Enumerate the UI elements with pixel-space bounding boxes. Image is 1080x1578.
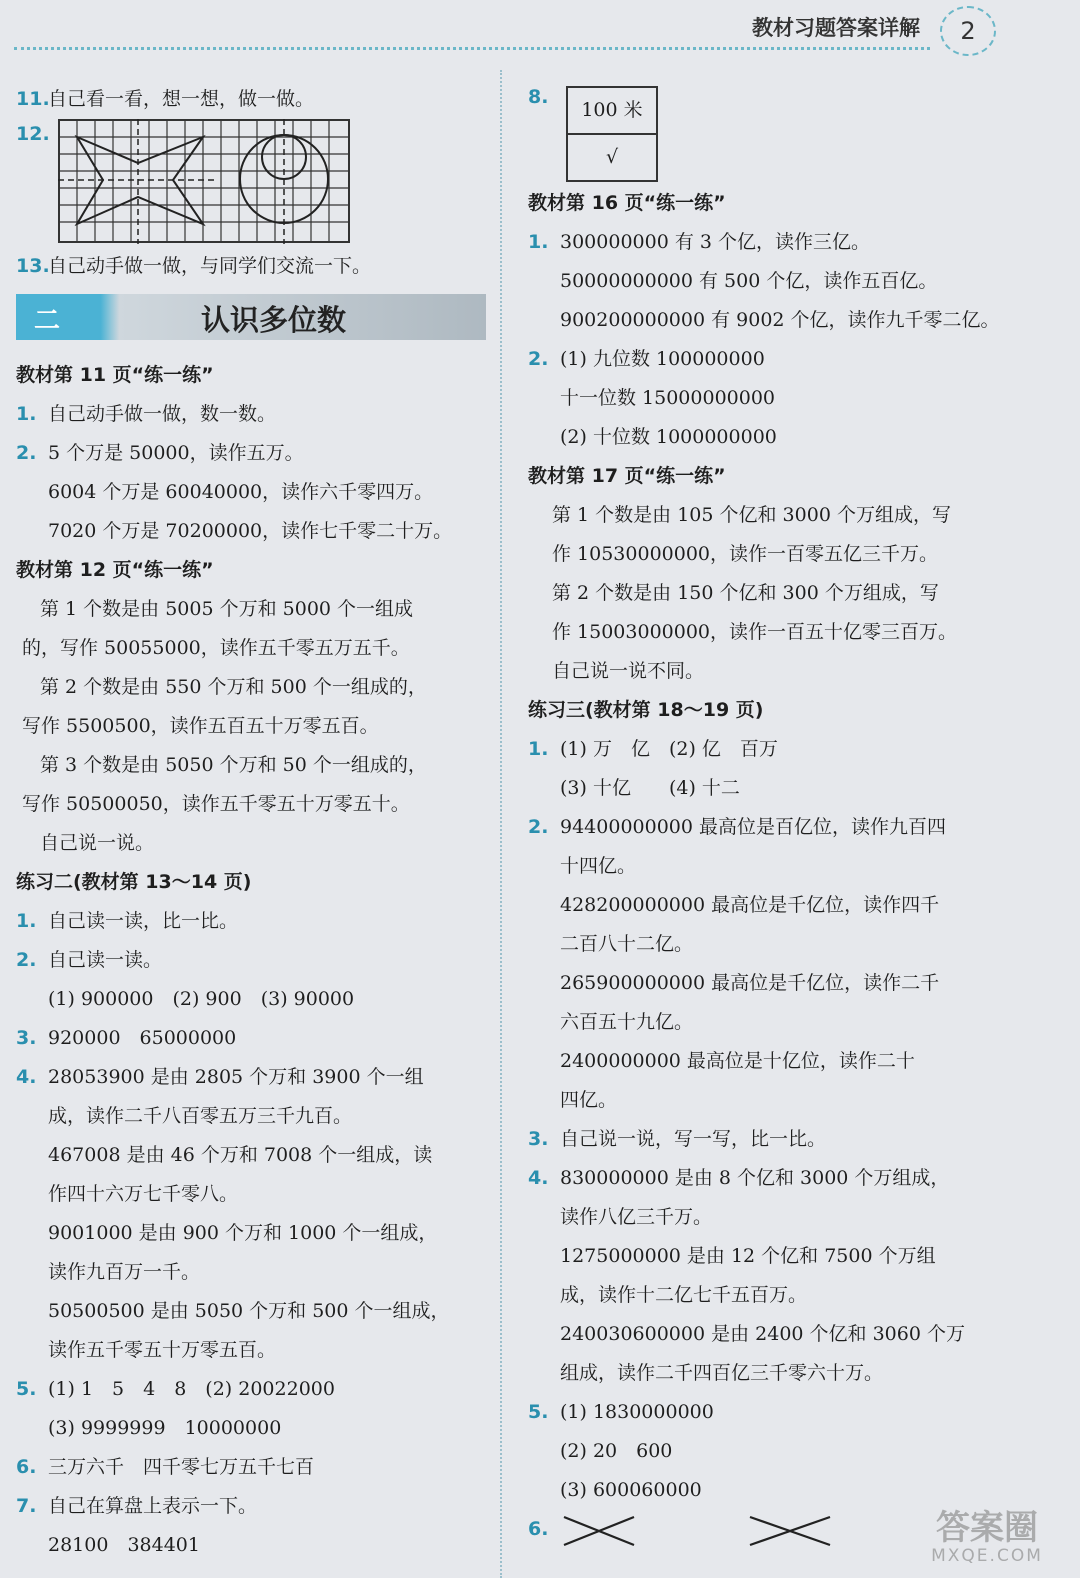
answer-line: 二百八十二亿。 [560, 933, 694, 955]
table-cell: 100 米 [581, 99, 643, 121]
unit-title: 认识多位数 [201, 303, 347, 337]
answer-table [566, 86, 658, 182]
table-cell: √ [568, 133, 656, 180]
answer-line: 6004 个万是 60040000，读作六千零四万。 [48, 481, 434, 503]
answer-line: 四亿。 [560, 1089, 618, 1111]
list-item: 6. [528, 1510, 1014, 1549]
answer-line: 9001000 是由 900 个万和 1000 个一组成， [48, 1222, 438, 1244]
section-heading: 教材第 11 页“练一练” [16, 364, 214, 386]
answer-line: 的，写作 50055000，读作五千零五万五千。 [22, 637, 410, 659]
list-item: 6. 三万六千 四千零七万五千七百 [16, 1456, 315, 1478]
answer-line: 成，读作二千八百零五万三千九百。 [48, 1105, 353, 1127]
answer-line: 1275000000 是由 12 个亿和 7500 个万组 [560, 1245, 936, 1267]
list-item: 2. 5 个万是 50000，读作五万。 [16, 442, 304, 464]
answer-line: 作四十六万七千零八。 [48, 1183, 239, 1205]
answer-line: 成，读作十二亿七千五百万。 [560, 1284, 808, 1306]
grid-figure [58, 119, 358, 245]
question-8: 8. 100 米 √ [528, 84, 1014, 182]
list-item: 7. 自己在算盘上表示一下。 [16, 1495, 258, 1517]
section-heading: 练习二(教材第 13～14 页) [16, 871, 252, 893]
page-number: 2 [940, 6, 996, 56]
list-item: 5. (1) 1830000000 [528, 1401, 714, 1423]
answer-line: 作 15003000000，读作一百五十亿零三百万。 [552, 621, 958, 643]
answer-line: 第 3 个数是由 5050 个万和 50 个一组成的， [40, 754, 427, 776]
list-item: 4. 830000000 是由 8 个亿和 3000 个万组成， [528, 1167, 950, 1189]
answer-line: 写作 50500050，读作五千零五十万零五十。 [22, 793, 410, 815]
question-13: 13.自己动手做一做，与同学们交流一下。 [16, 255, 372, 277]
list-item: 1. 300000000 有 3 个亿，读作三亿。 [528, 231, 871, 253]
answer-line: 自己说一说。 [40, 832, 155, 854]
answer-line: 读作五千零五十万零五百。 [48, 1339, 277, 1361]
answer-line: 7020 个万是 70200000，读作七千零二十万。 [48, 520, 453, 542]
answer-line: (1) 900000 (2) 900 (3) 90000 [48, 988, 355, 1010]
section-heading: 练习三(教材第 18～19 页) [528, 699, 764, 721]
answer-line: 十四亿。 [560, 855, 637, 877]
answer-line: 900200000000 有 9002 个亿，读作九千零二亿。 [560, 309, 1000, 331]
answer-line: 240030600000 是由 2400 个亿和 3060 个万 [560, 1323, 965, 1345]
answer-line: (3) 600060000 [560, 1479, 702, 1501]
answer-line: 428200000000 最高位是千亿位，读作四千 [560, 894, 940, 916]
answer-line: (3) 十亿 (4) 十二 [560, 777, 740, 799]
answer-line: 六百五十九亿。 [560, 1011, 694, 1033]
answer-line: 28100 384401 [48, 1534, 200, 1556]
answer-line: 写作 5500500，读作五百五十万零五百。 [22, 715, 379, 737]
header-title: 教材习题答案详解 [752, 16, 920, 40]
answer-line: 第 1 个数是由 5005 个万和 5000 个一组成 [40, 598, 414, 620]
list-item: 3. 920000 65000000 [16, 1027, 237, 1049]
list-item: 3. 自己说一说，写一写，比一比。 [528, 1128, 827, 1150]
list-item: 2. (1) 九位数 100000000 [528, 348, 765, 370]
header-rule [14, 47, 930, 50]
answer-line: 467008 是由 46 个万和 7008 个一组成，读 [48, 1144, 433, 1166]
answer-line: 作 10530000000，读作一百零五亿三千万。 [552, 543, 939, 565]
list-item: 1. 自己动手做一做，数一数。 [16, 403, 277, 425]
column-divider [500, 70, 502, 1578]
list-item: 2. 自己读一读。 [16, 949, 163, 971]
answer-line: 自己说一说不同。 [552, 660, 705, 682]
section-heading: 教材第 17 页“练一练” [528, 465, 726, 487]
answer-line: (2) 十位数 1000000000 [560, 426, 777, 448]
answer-line: 组成，读作二千四百亿三千零六十万。 [560, 1362, 884, 1384]
answer-line: 第 2 个数是由 550 个万和 500 个一组成的， [40, 676, 427, 698]
answer-line: 265900000000 最高位是千亿位，读作二千 [560, 972, 940, 994]
list-item: 4. 28053900 是由 2805 个万和 3900 个一组 [16, 1066, 424, 1088]
list-item: 1. 自己读一读，比一比。 [16, 910, 239, 932]
answer-line: 读作八亿三千万。 [560, 1206, 713, 1228]
answer-line: 2400000000 最高位是十亿位，读作二十 [560, 1050, 915, 1072]
right-column [528, 84, 1014, 1549]
left-column [16, 80, 486, 1565]
section-heading: 教材第 16 页“练一练” [528, 192, 726, 214]
answer-line: 读作九百万一千。 [48, 1261, 201, 1283]
watermark: 答案圈 MXQE.COM [931, 1508, 1043, 1566]
answer-line: 50500500 是由 5050 个万和 500 个一组成， [48, 1300, 450, 1322]
answer-line: (2) 20 600 [560, 1440, 673, 1462]
list-item: 5. (1) 1 5 4 8 (2) 20022000 [16, 1378, 335, 1400]
unit-banner [16, 294, 486, 340]
answer-line: 第 2 个数是由 150 个亿和 300 个万组成，写 [552, 582, 939, 604]
answer-line: 第 1 个数是由 105 个亿和 3000 个万组成，写 [552, 504, 951, 526]
answer-line: (3) 9999999 10000000 [48, 1417, 282, 1439]
section-heading: 教材第 12 页“练一练” [16, 559, 214, 581]
question-11: 11.自己看一看，想一想，做一做。 [16, 88, 315, 110]
answer-line: 50000000000 有 500 个亿，读作五百亿。 [560, 270, 938, 292]
answer-line: 十一位数 15000000000 [560, 387, 776, 409]
unit-number: 二 [34, 306, 61, 336]
matching-lines [560, 1513, 860, 1547]
list-item: 1. (1) 万 亿 (2) 亿 百万 [528, 738, 778, 760]
list-item: 2. 94400000000 最高位是百亿位，读作九百四 [528, 816, 947, 838]
question-12: 12. [16, 119, 486, 245]
